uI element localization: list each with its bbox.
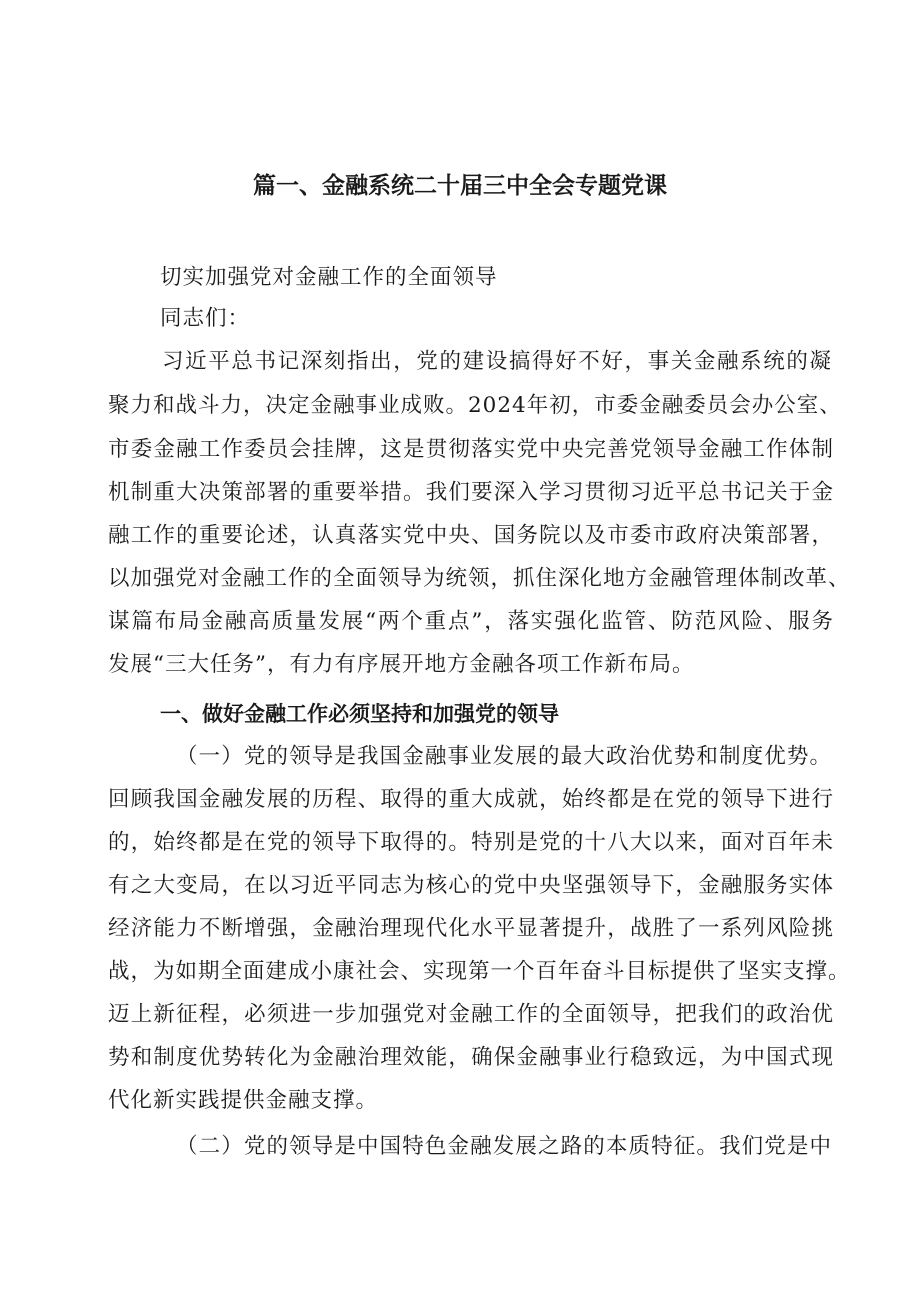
paragraph-line: 谋篇布局金融高质量发展“两个重点”，落实强化监管、防范风险、服务 xyxy=(108,609,834,634)
paragraph-line: 的，始终都是在党的领导下取得的。特别是党的十八大以来，面对百年未 xyxy=(108,830,834,855)
paragraph-line: 代化新实践提供金融支撑。 xyxy=(108,1088,379,1113)
paragraph-line: （二）党的领导是中国特色金融发展之路的本质特征。我们党是中 xyxy=(176,1134,832,1159)
paragraph-line: 习近平总书记深刻指出，党的建设搞得好不好，事关金融系统的凝 xyxy=(162,349,832,374)
document-subtitle: 切实加强党对金融工作的全面领导 xyxy=(160,265,498,290)
paragraph-line: 发展“三大任务”，有力有序展开地方金融各项工作新布局。 xyxy=(108,652,695,677)
salutation: 同志们： xyxy=(160,306,251,331)
paragraph-line: 市委金融工作委员会挂牌，这是贯彻落实党中央完善党领导金融工作体制 xyxy=(108,437,834,462)
paragraph-line: 势和制度优势转化为金融治理效能，确保金融事业行稳致远，为中国式现 xyxy=(108,1045,834,1070)
paragraph-line: 有之大变局，在以习近平同志为核心的党中央坚强领导下，金融服务实体 xyxy=(108,873,834,898)
paragraph-line: （一）党的领导是我国金融事业发展的最大政治优势和制度优势。 xyxy=(176,744,832,769)
paragraph-line: 经济能力不断增强，金融治理现代化水平显著提升，战胜了一系列风险挑 xyxy=(108,916,834,941)
paragraph-line: 战，为如期全面建成小康社会、实现第一个百年奋斗目标提供了坚实支撑。 xyxy=(108,959,851,984)
paragraph-line: 聚力和战斗力，决定金融事业成败。2024年初，市委金融委员会办公室、 xyxy=(108,393,842,418)
paragraph-line: 融工作的重要论述，认真落实党中央、国务院以及市委市政府决策部署， xyxy=(108,523,834,548)
paragraph-line: 迈上新征程，必须进一步加强党对金融工作的全面领导，把我们的政治优 xyxy=(108,1002,834,1027)
paragraph-line: 机制重大决策部署的重要举措。我们要深入学习贯彻习近平总书记关于金 xyxy=(108,480,834,505)
paragraph-line: 以加强党对金融工作的全面领导为统领，抓住深化地方金融管理体制改革、 xyxy=(108,566,851,591)
section-heading: 一、做好金融工作必须坚持和加强党的领导 xyxy=(160,702,559,726)
paragraph-line: 回顾我国金融发展的历程、取得的重大成就，始终都是在党的领导下进行 xyxy=(108,787,834,812)
document-title: 篇一、金融系统二十届三中全会专题党课 xyxy=(253,173,667,199)
